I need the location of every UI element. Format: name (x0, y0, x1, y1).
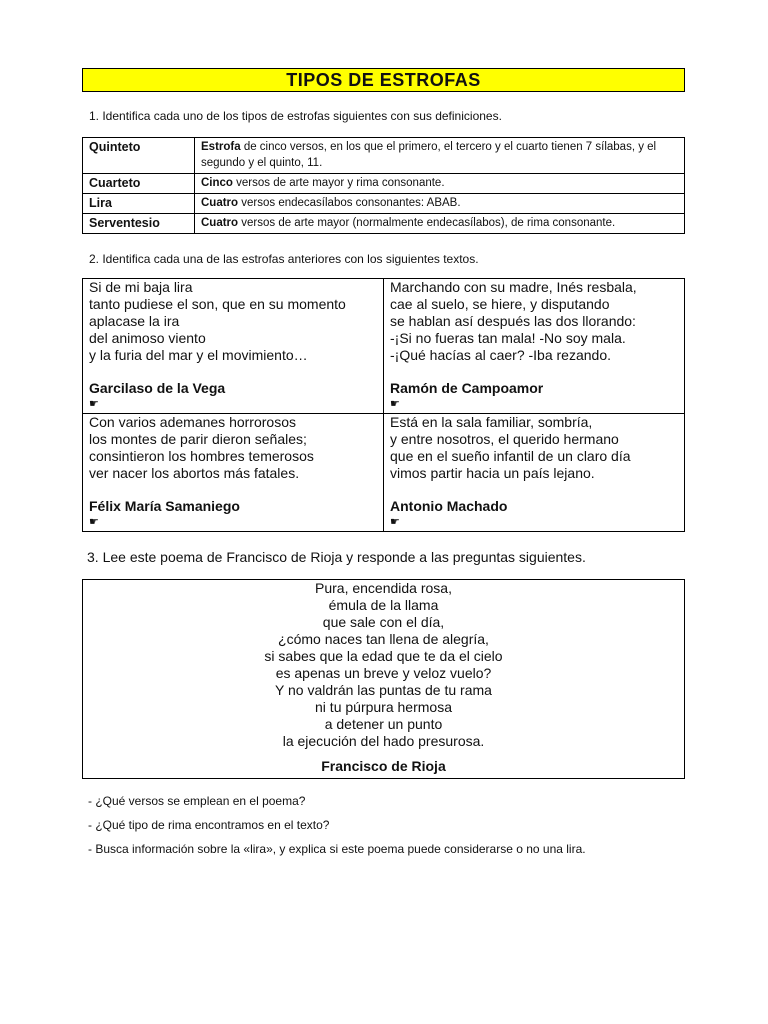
question-3: - Busca información sobre la «lira», y explica si este poema puede considerarse o no una lira. (88, 842, 586, 856)
author-name: Garcilaso de la Vega (89, 380, 226, 396)
term-cell: Quinteto (83, 138, 195, 174)
texts-table (82, 278, 685, 532)
text-cell (83, 279, 384, 414)
author-name: Ramón de Campoamor (390, 380, 544, 396)
instruction-1: 1. Identifica cada uno de los tipos de estrofas siguientes con sus definiciones. (89, 109, 502, 123)
verse-line: émula de la llama (328, 597, 439, 613)
verse-line: Está en la sala familiar, sombría, (390, 414, 593, 430)
verse-line: los montes de parir dieron señales; (89, 431, 307, 447)
text-cell (384, 414, 685, 532)
table-row (83, 138, 685, 174)
pointing-hand-icon: ☛ (390, 398, 400, 410)
worksheet (82, 68, 685, 856)
pointing-hand-icon: ☛ (89, 516, 99, 528)
term-cell: Cuarteto (83, 174, 195, 194)
question-1: - ¿Qué versos se emplean en el poema? (88, 794, 306, 808)
rioja-poem-box (82, 579, 685, 779)
verse-line: -¡Si no fueras tan mala! -No soy mala. (390, 330, 626, 346)
term-cell: Lira (83, 194, 195, 214)
verse-line: tanto pudiese el son, que en su momento (89, 296, 346, 312)
table-row (83, 174, 685, 194)
verse-line: la ejecución del hado presurosa. (282, 733, 485, 749)
author-name: Félix María Samaniego (89, 498, 240, 514)
verse-line: ver nacer los abortos más fatales. (89, 465, 300, 481)
author-name: Francisco de Rioja (321, 758, 446, 774)
verse-line: Pura, encendida rosa, (315, 580, 452, 596)
verse-line: es apenas un breve y veloz vuelo? (275, 665, 492, 681)
text-cell (384, 279, 685, 414)
verse-line: Si de mi baja lira (89, 279, 193, 295)
author-name: Antonio Machado (390, 498, 508, 514)
page-title: TIPOS DE ESTROFAS (82, 68, 685, 92)
instruction-2: 2. Identifica cada una de las estrofas anteriores con los siguientes textos. (89, 252, 479, 266)
verse-line: aplacase la ira (89, 313, 180, 329)
question-2: - ¿Qué tipo de rima encontramos en el texto? (88, 818, 330, 832)
verse-line: que en el sueño infantil de un claro día (390, 448, 631, 464)
table-row (83, 414, 685, 532)
verse-line: -¡Qué hacías al caer? -Iba rezando. (390, 347, 612, 363)
verse-line: que sale con el día, (322, 614, 445, 630)
definitions-table (82, 137, 685, 234)
table-row (83, 194, 685, 214)
definition-cell: Cuatro versos endecasílabos consonantes: ABAB. (195, 194, 685, 214)
verse-line: ni tu púrpura hermosa (315, 699, 452, 715)
verse-line: se hablan así después las dos llorando: (390, 313, 636, 329)
verse-line: Y no valdrán las puntas de tu rama (275, 682, 492, 698)
table-row (83, 214, 685, 234)
term-cell: Serventesio (83, 214, 195, 234)
verse-line: y la furia del mar y el movimiento… (89, 347, 308, 363)
verse-line: si sabes que la edad que te da el cielo (264, 648, 503, 664)
pointing-hand-icon: ☛ (89, 398, 99, 410)
definition-cell: Cinco versos de arte mayor y rima consonante. (195, 174, 685, 194)
verse-line: Con varios ademanes horrorosos (89, 414, 296, 430)
text-cell (83, 414, 384, 532)
verse-line: y entre nosotros, el querido hermano (390, 431, 619, 447)
definition-cell: Cuatro versos de arte mayor (normalmente endecasílabos), de rima consonante. (195, 214, 685, 234)
verse-line: vimos partir hacia un país lejano. (390, 465, 595, 481)
instruction-3: 3. Lee este poema de Francisco de Rioja y responde a las preguntas siguientes. (87, 549, 586, 565)
verse-line: a detener un punto (324, 716, 443, 732)
verse-line: consintieron los hombres temerosos (89, 448, 314, 464)
verse-line: cae al suelo, se hiere, y disputando (390, 296, 610, 312)
definition-cell: Estrofa de cinco versos, en los que el primero, el tercero y el cuarto tienen 7 sílabas, y el segundo y el quinto, 11. (195, 138, 685, 174)
verse-line: del animoso viento (89, 330, 206, 346)
pointing-hand-icon: ☛ (390, 516, 400, 528)
verse-line: Marchando con su madre, Inés resbala, (390, 279, 637, 295)
verse-line: ¿cómo naces tan llena de alegría, (278, 631, 489, 647)
table-row (83, 279, 685, 414)
